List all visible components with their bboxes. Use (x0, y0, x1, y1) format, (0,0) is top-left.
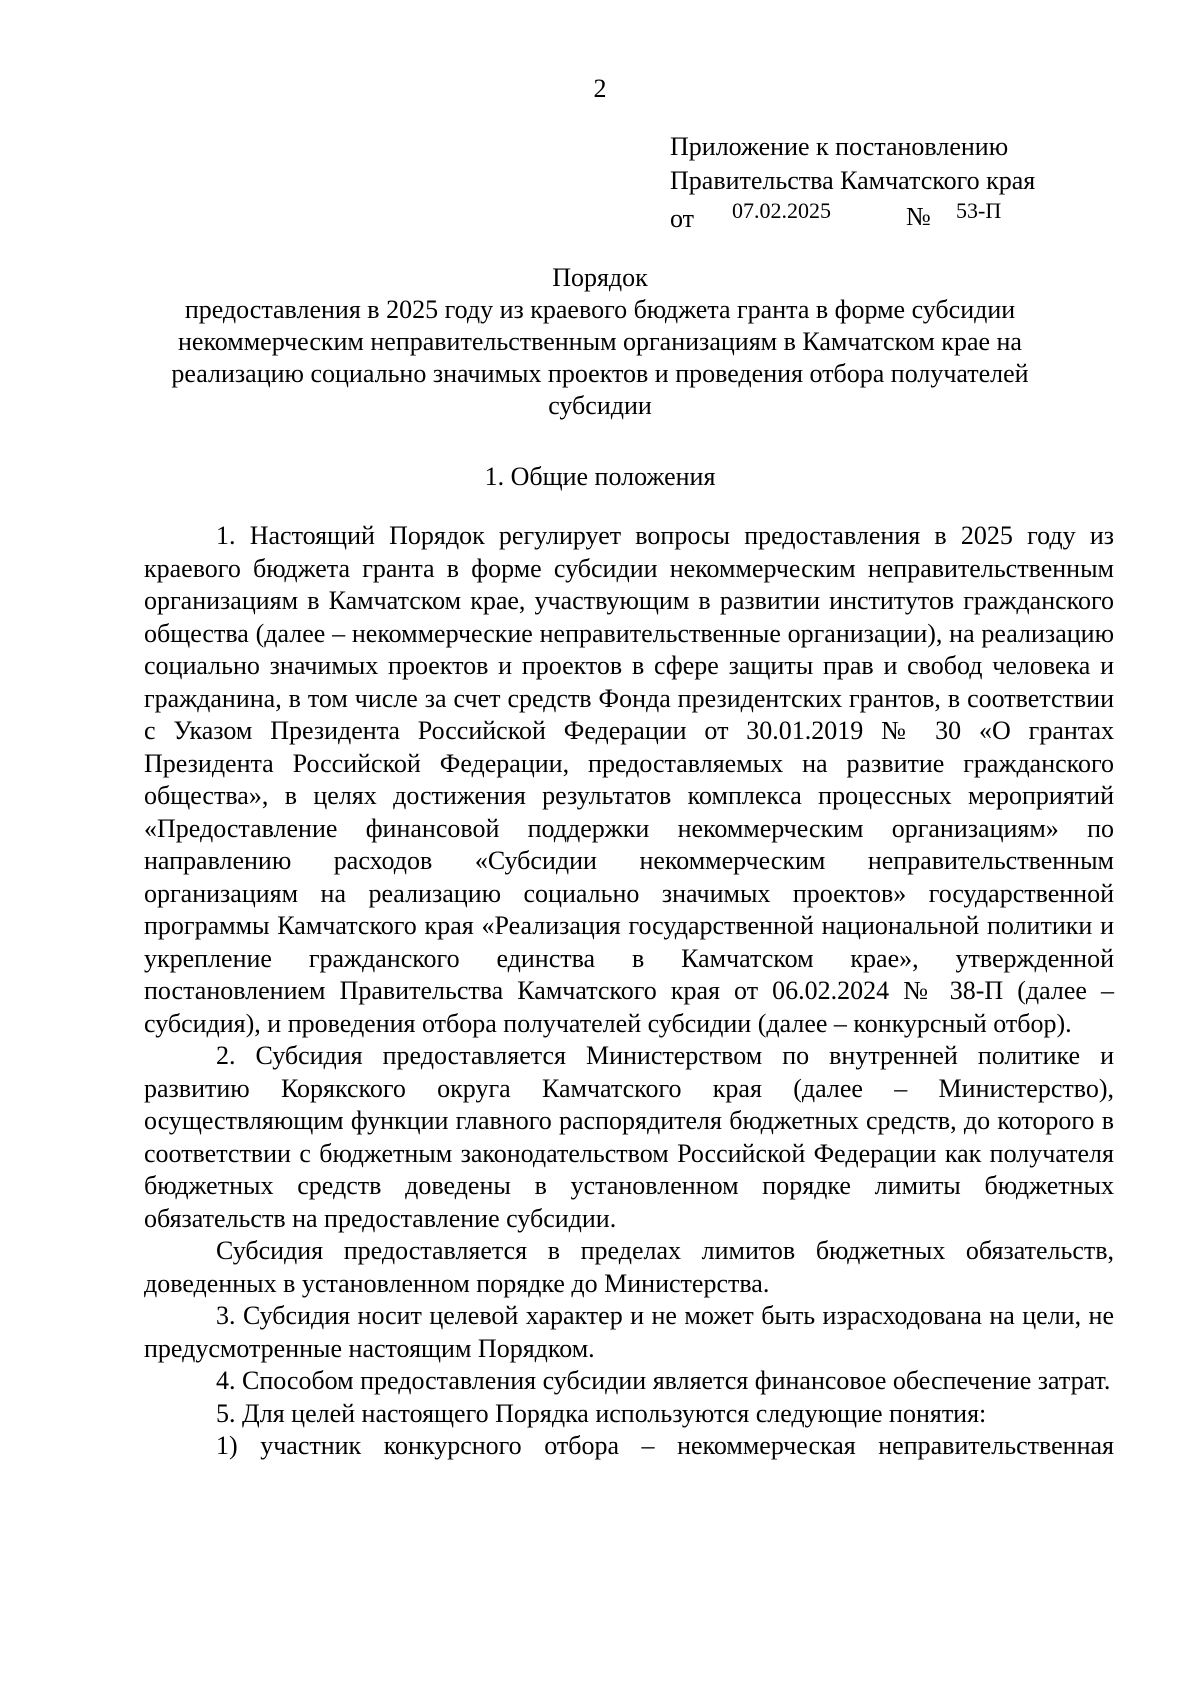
title-line-3: реализацию социально значимых проектов и проведения отбора получателей (171, 359, 1029, 388)
paragraph-2: 2. Субсидия предоставляется Министерством по внутренней политике и развитию Корякского округа Камчатского края (далее – Министерство), осуществляющим функции главного распорядителя бюджетных средств, до которого в соответствии с бюджетным законодательством Российской Федерации как получателя бюджетных средств доведены в установленном порядке лимиты бюджетных обязательств на предоставление субсидии. (144, 1041, 1114, 1233)
approval-stamp (670, 130, 1035, 232)
paragraph-7: 1) участник конкурсного отбора – некоммерческая неправительственная (216, 1431, 1114, 1460)
approval-line-1: Приложение к постановлению (670, 132, 1009, 161)
title-heading: Порядок (552, 263, 648, 292)
title-line-4: субсидии (548, 391, 652, 420)
paragraph-6: 5. Для целей настоящего Порядка используются следующие понятия: (216, 1398, 987, 1428)
approval-ot-label: от (670, 204, 695, 233)
approval-date-line (670, 198, 1035, 232)
approval-line-2: Правительства Камчатского края (670, 166, 1036, 195)
title-line-2: некоммерческим неправительственным организациям в Камчатском крае на (178, 327, 1022, 356)
paragraph-3: Субсидия предоставляется в пределах лимитов бюджетных обязательств, доведенных в установленном порядке до Министерства. (144, 1236, 1114, 1298)
body-text (144, 520, 1114, 1463)
paragraph-4: 3. Субсидия носит целевой характер и не может быть израсходована на цели, не предусмотренные настоящим Порядком. (144, 1301, 1114, 1363)
approval-number: 53-П (956, 198, 1002, 223)
paragraph-5: 4. Способом предоставления субсидии является финансовое обеспечение затрат. (216, 1366, 1111, 1395)
section-heading: 1. Общие положения (484, 462, 716, 491)
page-number: 2 (593, 74, 607, 103)
approval-number-sign: № (906, 202, 931, 231)
document-title (0, 262, 1200, 422)
paragraph-1: 1. Настоящий Порядок регулирует вопросы предоставления в 2025 году из краевого бюджета гранта в форме субсидии некоммерческим неправительственным организациям в Камчатском крае, участвующим в развитии институтов гражданского общества (далее – некоммерческие неправительственные организации), на реализацию социально значимых проектов и проектов в сфере защиты прав и свобод человека и гражданина, в том числе за счет средств Фонда президентских грантов, в соответствии с Указом Президента Российской Федерации от 30.01.2019 № 30 «О грантах Президента Российской Федерации, предоставляемых на развитие гражданского общества», в целях достижения результатов комплекса процессных мероприятий «Предоставление финансовой поддержки некоммерческим организациям» по направлению расходов «Субсидии некоммерческим неправительственным организациям на реализацию социально значимых проектов» государственной программы Камчатского края «Реализация государственной национальной политики и укрепление гражданского единства в Камчатском крае», утвержденной постановлением Правительства Камчатского края от 06.02.2024 № 38-П (далее – субсидия), и проведения отбора получателей субсидии (далее – конкурсный отбор). (144, 521, 1114, 1038)
title-line-1: предоставления в 2025 году из краевого бюджета гранта в форме субсидии (184, 295, 1016, 324)
approval-date: 07.02.2025 (732, 198, 831, 223)
